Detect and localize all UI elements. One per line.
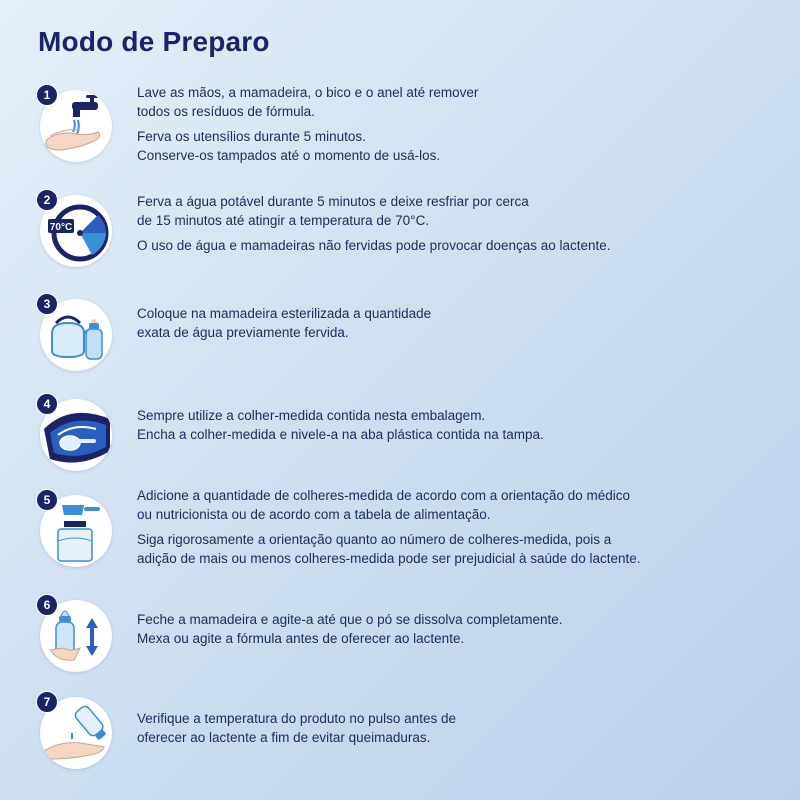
step-1-paragraph-2: Ferva os utensílios durante 5 minutos. Conserve-os tampados até o momento de usá-los.: [137, 129, 441, 163]
step-6-paragraph-1: Feche a mamadeira e agite-a até que o pó se dissolva completamente. Mexa ou agite a fórmula antes de oferecer ao lactente.: [137, 612, 563, 646]
step-2-paragraph-1: Ferva a água potável durante 5 minutos e deixe resfriar por cerca de 15 minutos até atingir a temperatura de 70°C.: [137, 194, 529, 228]
step-number-badge: 4: [36, 393, 58, 415]
svg-text:70°C: 70°C: [49, 222, 73, 233]
step-5-paragraph-2: Siga rigorosamente a orientação quanto ao número de colheres-medida, pois a adição de mais ou menos colheres-medida pode ser prejudicial à saúde do lactente.: [137, 532, 641, 566]
page-title: Modo de Preparo: [38, 26, 270, 57]
step-number-badge: 1: [36, 84, 58, 106]
step-2-paragraph-2: O uso de água e mamadeiras não fervidas pode provocar doenças ao lactente.: [137, 238, 611, 253]
step-number-badge: 7: [36, 691, 58, 713]
step-5-paragraph-1: Adicione a quantidade de colheres-medida de acordo com a orientação do médico ou nutricionista ou de acordo com a tabela de alimentação.: [137, 488, 631, 522]
step-3-paragraph-1: Coloque na mamadeira esterilizada a quantidade exata de água previamente fervida.: [137, 306, 432, 340]
step-number-badge: 2: [36, 189, 58, 211]
step-7-paragraph-1: Verifique a temperatura do produto no pulso antes de oferecer ao lactente a fim de evitar queimaduras.: [137, 711, 456, 745]
step-4-paragraph-1: Sempre utilize a colher-medida contida nesta embalagem. Encha a colher-medida e nivele-a na aba plástica contida na tampa.: [137, 408, 544, 442]
step-number-badge: 6: [36, 594, 58, 616]
step-number-badge: 5: [36, 489, 58, 511]
step-1-paragraph-1: Lave as mãos, a mamadeira, o bico e o anel até remover todos os resíduos de fórmula.: [137, 85, 479, 119]
step-number-badge: 3: [36, 293, 58, 315]
